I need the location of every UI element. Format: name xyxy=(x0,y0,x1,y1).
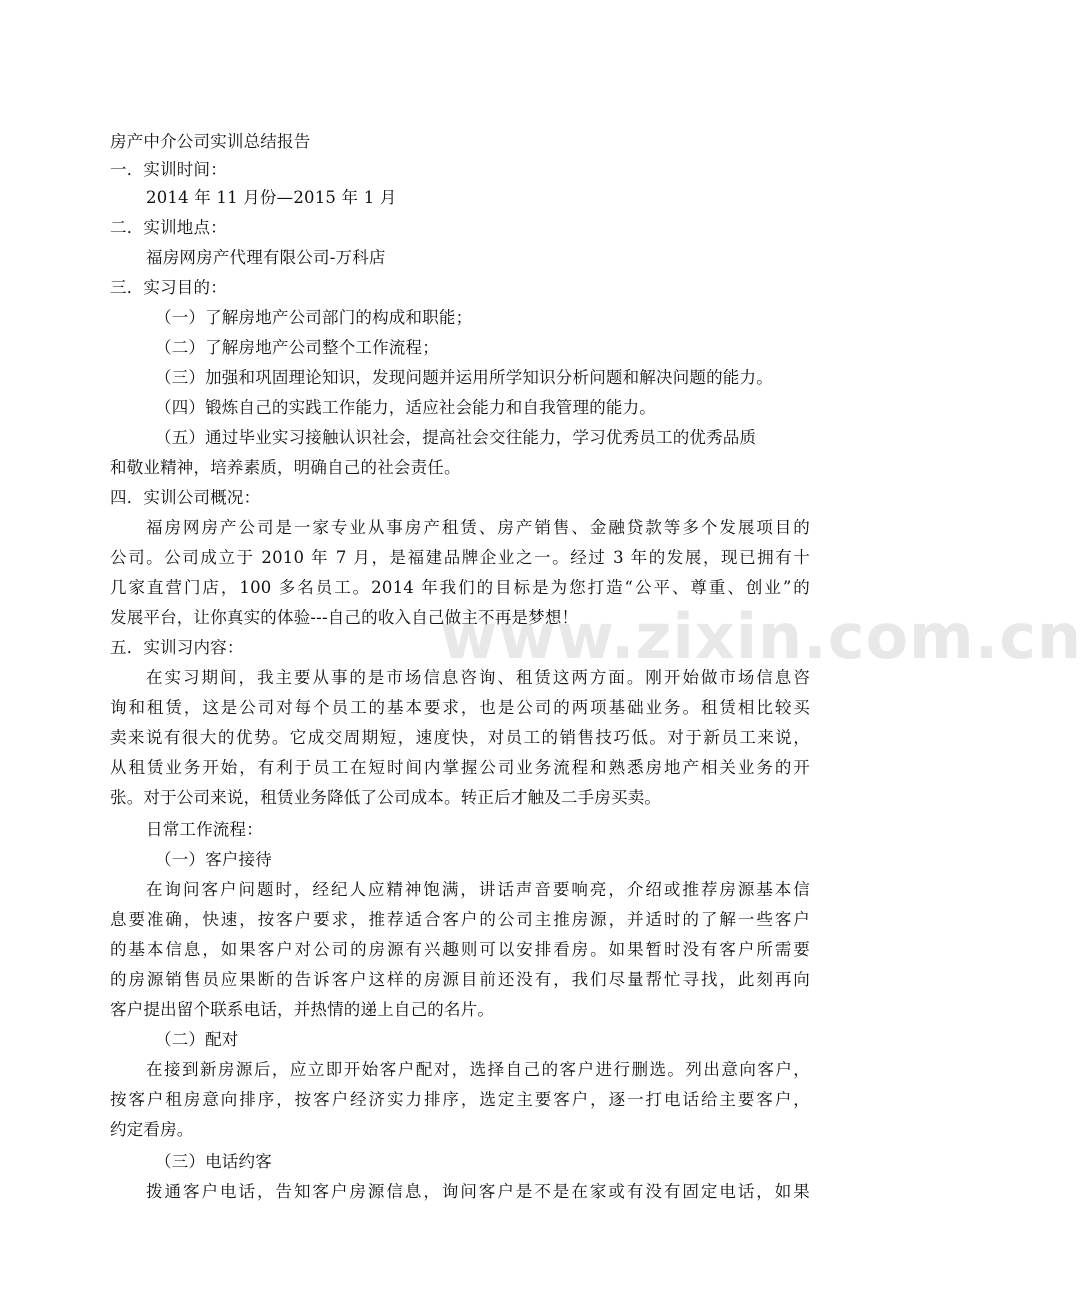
list-item: （三）加强和巩固理论知识，发现问题并运用所学知识分析问题和解决问题的能力。 xyxy=(155,368,773,387)
subheading: 日常工作流程： xyxy=(146,820,263,839)
text-line: 福房网房产代理有限公司-万科店 xyxy=(146,248,386,267)
document-title: 房产中介公司实训总结报告 xyxy=(110,132,311,151)
text-line: 公司。公司成立于 2010 年 7 月，是福建品牌企业之一。经过 3 年的发展，现已拥有十 xyxy=(110,548,810,567)
text-line: 在实习期间，我主要从事的是市场信息咨询、租赁这两方面。刚开始做市场信息咨 xyxy=(146,668,810,687)
text-line: 卖来说有很大的优势。它成交周期短，速度快，对员工的销售技巧低。对于新员工来说， xyxy=(110,728,810,747)
section-heading: 四．实训公司概况： xyxy=(110,488,261,507)
section-heading: 一．实训时间： xyxy=(110,160,227,179)
section-heading: 三．实习目的： xyxy=(110,278,227,297)
section-heading: 二．实训地点： xyxy=(110,218,227,237)
text-line: 询和租赁，这是公司对每个员工的基本要求，也是公司的两项基础业务。租赁相比较买 xyxy=(110,698,810,717)
list-item: （二）了解房地产公司整个工作流程； xyxy=(155,338,439,357)
text-line: 按客户租房意向排序，按客户经济实力排序，选定主要客户，逐一打电话给主要客户， xyxy=(110,1090,810,1109)
text-line: 张。对于公司来说，租赁业务降低了公司成本。转正后才触及二手房买卖。 xyxy=(110,788,662,807)
text-line: 发展平台，让你真实的体验---自己的收入自己做主不再是梦想！ xyxy=(110,608,579,627)
text-line: 约定看房。 xyxy=(110,1120,194,1139)
text-line: 和敬业精神，培养素质，明确自己的社会责任。 xyxy=(110,458,461,477)
text-line: 从租赁业务开始，有利于员工在短时间内掌握公司业务流程和熟悉房地产相关业务的开 xyxy=(110,758,810,777)
text-line: 客户提出留个联系电话，并热情的递上自己的名片。 xyxy=(110,1000,495,1019)
subheading: （二）配对 xyxy=(155,1030,239,1049)
text-line: 在询问客户问题时，经纪人应精神饱满，讲话声音要响亮，介绍或推荐房源基本信 xyxy=(146,880,810,899)
list-item: （一）了解房地产公司部门的构成和职能； xyxy=(155,308,473,327)
subheading: （一）客户接待 xyxy=(155,850,272,869)
list-item: （四）锻炼自己的实践工作能力，适应社会能力和自我管理的能力。 xyxy=(155,398,656,417)
text-line: 息要准确，快速，按客户要求，推荐适合客户的公司主推房源，并适时的了解一些客户 xyxy=(110,910,810,929)
subheading: （三）电话约客 xyxy=(155,1152,272,1171)
text-line: 拨通客户电话，告知客户房源信息，询问客户是不是在家或有没有固定电话，如果 xyxy=(146,1182,810,1201)
text-line: 福房网房产公司是一家专业从事房产租赁、房产销售、金融贷款等多个发展项目的 xyxy=(146,518,810,537)
list-item: （五）通过毕业实习接触认识社会，提高社会交往能力，学习优秀员工的优秀品质 xyxy=(155,428,757,447)
section-heading: 五．实训习内容： xyxy=(110,638,244,657)
text-line: 几家直营门店，100 多名员工。2014 年我们的目标是为您打造“公平、尊重、创业”的 xyxy=(110,578,810,597)
text-line: 的房源销售员应果断的告诉客户这样的房源目前还没有，我们尽量帮忙寻找，此刻再向 xyxy=(110,970,810,989)
text-line: 在接到新房源后，应立即开始客户配对，选择自己的客户进行删选。列出意向客户， xyxy=(146,1060,810,1079)
text-line: 的基本信息，如果客户对公司的房源有兴趣则可以安排看房。如果暂时没有客户所需要 xyxy=(110,940,810,959)
text-line: 2014 年 11 月份—2015 年 1 月 xyxy=(146,188,397,207)
watermark: www.zixin.com.cn xyxy=(440,600,1082,673)
